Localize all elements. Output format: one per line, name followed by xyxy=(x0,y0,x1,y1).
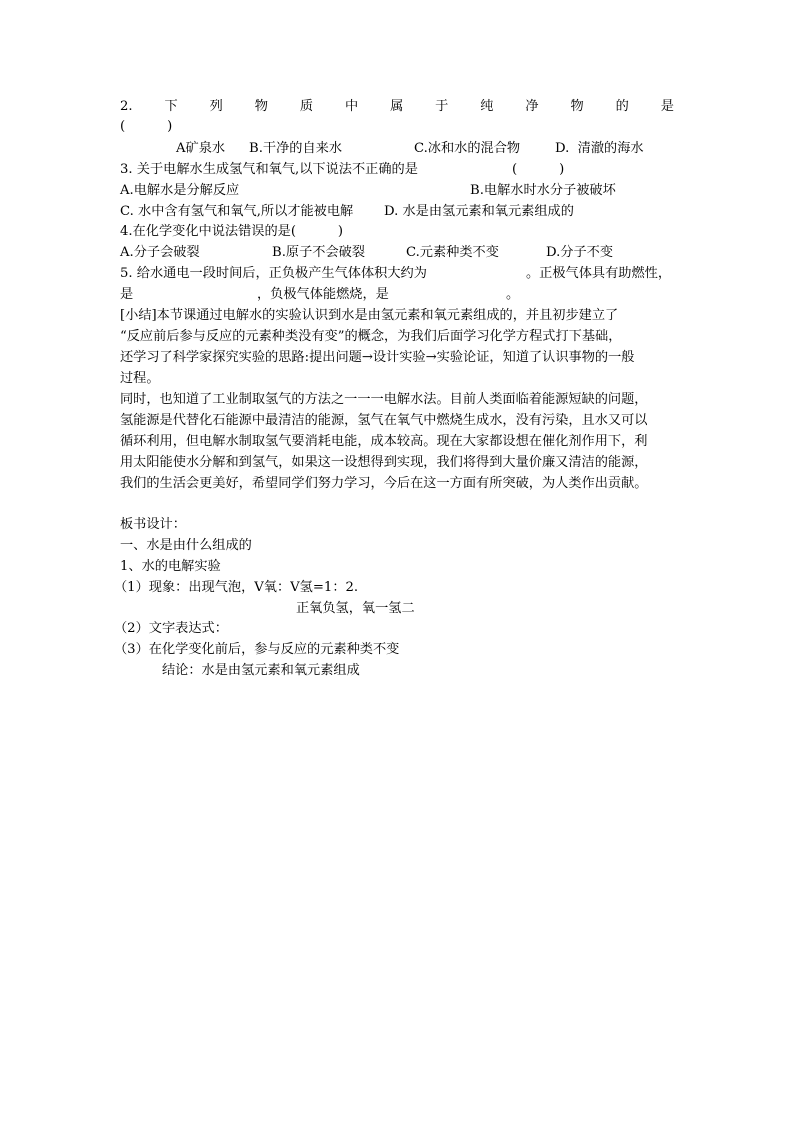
summary-line: 还学习了科学家探究实验的思路:提出问题→设计实验→实验论证，知道了认识事物的一般 xyxy=(120,350,635,365)
q2-stem-char: 净 xyxy=(525,99,539,114)
q2-option-c: C.冰和水的混合物 xyxy=(414,141,521,156)
summary-line: “反应前后参与反应的元素种类没有变”的概念，为我们后面学习化学方程式打下基础， xyxy=(120,329,622,344)
q3-option-d: D. 水是由氢元素和氧元素组成的 xyxy=(384,204,574,219)
q2-stem-char: 质 xyxy=(299,99,314,114)
q2-stem-char: 列 xyxy=(209,99,223,114)
q2-option-b: B.干净的自来水 xyxy=(249,141,343,156)
q2-stem-char: 是 xyxy=(660,99,674,114)
board-title: 板书设计： xyxy=(120,517,186,532)
q3-option-c: C. 水中含有氢气和氧气,所以才能被电解 xyxy=(120,204,354,219)
board-item-1: （1）现象：出现气泡，V氧：V氢=1：2. xyxy=(114,580,359,595)
q5-line2-part2: ，负极气体能燃烧，是 xyxy=(257,287,389,302)
q2-stem-char: 中 xyxy=(344,99,359,114)
paragraph-line: 氢能源是代替化石能源中最清洁的能源，氢气在氧气中燃烧生成水，没有污染，且水又可以 xyxy=(120,413,648,428)
q2-stem-char: 下 xyxy=(164,99,178,114)
q5-line1-part2: 。正极气体具有助燃性， xyxy=(526,266,672,281)
q5-line1-part1: 5. 给水通电一段时间后，正负极产生气体体积大约为 xyxy=(120,266,427,281)
board-item-2: （2）文字表达式： xyxy=(114,621,228,636)
q4-option-b: B.原子不会破裂 xyxy=(272,245,366,260)
q5-line2-part3: 。 xyxy=(506,287,520,302)
q2-stem-char: 于 xyxy=(435,99,449,114)
q3-stem: 3. 关于电解水生成氢气和氧气,以下说法不正确的是 xyxy=(120,162,418,177)
q2-stem-char: 的 xyxy=(615,99,629,114)
board-conclusion: 结论：水是由氢元素和氧元素组成 xyxy=(162,663,360,678)
q2-stem xyxy=(120,98,674,116)
summary-line: [小结]本节课通过电解水的实验认识到水是由氢元素和氧元素组成的，并且初步建立了 xyxy=(120,308,619,323)
q2-option-a: A矿泉水 xyxy=(176,141,226,156)
board-heading-1: 一、水是由什么组成的 xyxy=(120,538,252,553)
q3-option-a: A.电解水是分解反应 xyxy=(120,183,240,198)
board-heading-2: 1、水的电解实验 xyxy=(120,559,221,574)
summary-line: 过程。 xyxy=(120,371,160,386)
q2-option-d: D. 清澈的海水 xyxy=(555,141,644,156)
q2-stem-char: 纯 xyxy=(480,99,494,114)
board-item-1-note: 正氧负氢，氧一氢二 xyxy=(296,601,415,616)
q2-stem-char: 物 xyxy=(570,99,584,114)
q4-option-c: C.元素种类不变 xyxy=(406,245,499,260)
q3-paren: ( ) xyxy=(512,162,565,177)
q5-line2-part1: 是 xyxy=(120,287,134,302)
q2-stem-char: 2. xyxy=(120,99,133,114)
q4-option-d: D.分子不变 xyxy=(546,245,614,260)
q2-stem-char: 物 xyxy=(254,99,268,114)
q4-option-a: A.分子会破裂 xyxy=(120,245,200,260)
q4-stem: 4.在化学变化中说法错误的是( ) xyxy=(120,224,344,239)
q2-stem-char: 属 xyxy=(390,99,404,114)
paragraph-line: 用太阳能使水分解和到氢气，如果这一设想得到实现，我们将得到大量价廉又清洁的能源， xyxy=(120,455,648,470)
board-item-3: （3）在化学变化前后，参与反应的元素种类不变 xyxy=(114,642,400,657)
paragraph-line: 循环利用，但电解水制取氢气要消耗电能，成本较高。现在大家都设想在催化剂作用下，利 xyxy=(120,434,648,449)
q3-option-b: B.电解水时水分子被破坏 xyxy=(470,183,616,198)
paragraph-line: 我们的生活会更美好，希望同学们努力学习，今后在这一方面有所突破，为人类作出贡献。 xyxy=(120,476,648,491)
paragraph-line: 同时，也知道了工业制取氢气的方法之一一一电解水法。目前人类面临着能源短缺的问题， xyxy=(120,392,648,407)
q2-paren: ( ) xyxy=(120,119,173,134)
